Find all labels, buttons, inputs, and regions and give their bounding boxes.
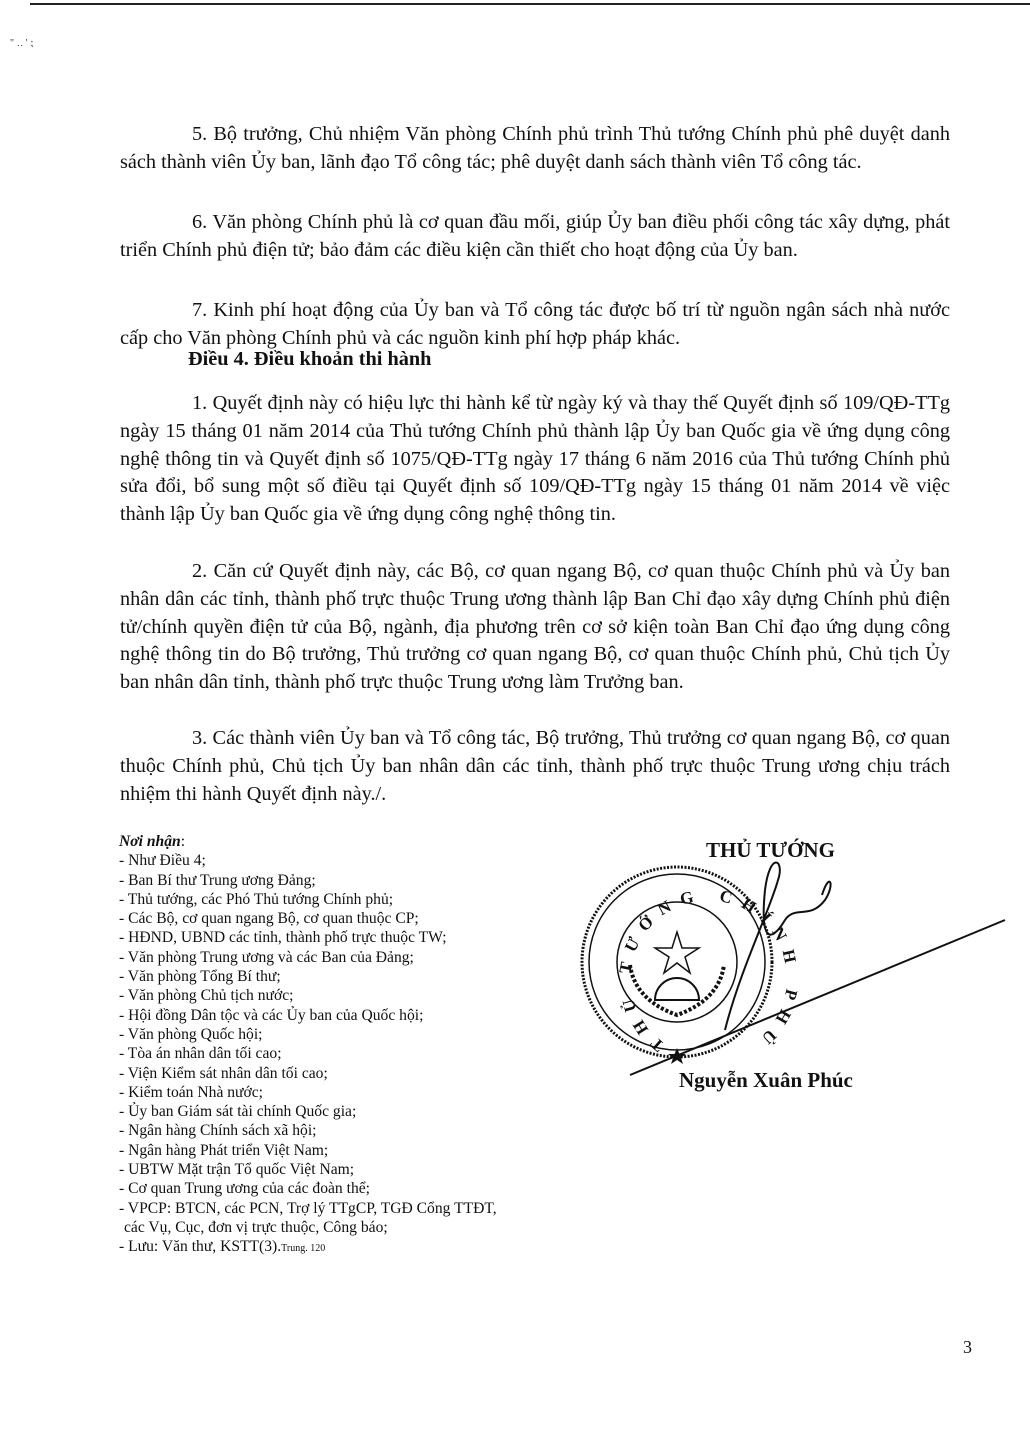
recipient-item: - Văn phòng Tổng Bí thư; bbox=[119, 968, 281, 986]
recipient-item: - Ngân hàng Phát triển Việt Nam; bbox=[119, 1141, 329, 1159]
scan-top-border bbox=[30, 3, 1030, 5]
recipient-item: - Kiểm toán Nhà nước; bbox=[119, 1083, 264, 1101]
recipients-continuation: các Vụ, Cục, đơn vị trực thuộc, Công báo; bbox=[124, 1218, 388, 1236]
article-4-clause-1: 1. Quyết định này có hiệu lực thi hành kể từ ngày ký và thay thế Quyết định số 109/QĐ-TTg ngày 15 tháng 01 năm 2014 của Thủ tướng Chính phủ thành lập Ủy ban Quốc gia về ứng dụng công nghệ thông tin và Quyết định số 1075/QĐ-TTg ngày 17 tháng 6 năm 2016 của Thủ tướng Chính phủ sửa đổi, bổ sung một số điều tại Quyết định số 109/QĐ-TTg ngày 15 tháng 01 năm 2014 về việc thành lập Ủy ban Quốc gia về ứng dụng công nghệ thông tin. bbox=[120, 392, 950, 526]
official-seal-icon bbox=[560, 850, 1010, 1080]
recipient-item: - Văn phòng Quốc hội; bbox=[119, 1025, 263, 1043]
signer-title: THỦ TƯỚNG bbox=[706, 838, 835, 862]
recipient-item: - HĐND, UBND các tỉnh, thành phố trực thuộc TW; bbox=[119, 929, 447, 947]
paragraph-7: 7. Kinh phí hoạt động của Ủy ban và Tổ công tác được bố trí từ nguồn ngân sách nhà nước cấp cho Văn phòng Chính phủ và các nguồn kinh phí hợp pháp khác. bbox=[120, 299, 950, 349]
article-4-heading: Điều 4. Điều khoản thi hành bbox=[188, 348, 432, 370]
recipient-item: - Văn phòng Chủ tịch nước; bbox=[119, 987, 294, 1005]
article-4-clause-3: 3. Các thành viên Ủy ban và Tổ công tác, Bộ trưởng, Thủ trưởng cơ quan ngang Bộ, cơ quan thuộc Chính phủ, Chủ tịch Ủy ban nhân dân các tỉnh, thành phố trực thuộc Trung ương chịu trách nhiệm thi hành Quyết định này./. bbox=[120, 727, 950, 805]
recipients-archive: - Lưu: Văn thư, KSTT(3).Trung. 120 bbox=[119, 1238, 326, 1256]
paragraph-6: 6. Văn phòng Chính phủ là cơ quan đầu mối, giúp Ủy ban điều phối công tác xây dựng, phát triển Chính phủ điện tử; bảo đảm các điều kiện cần thiết cho hoạt động của Ủy ban. bbox=[120, 211, 950, 261]
recipients-list bbox=[119, 832, 497, 1259]
paragraph-5: 5. Bộ trưởng, Chủ nhiệm Văn phòng Chính phủ trình Thủ tướng Chính phủ phê duyệt danh sách thành viên Ủy ban, lãnh đạo Tổ công tác; phê duyệt danh sách thành viên Tổ công tác. bbox=[120, 123, 950, 173]
recipient-item: - Thủ tướng, các Phó Thủ tướng Chính phủ; bbox=[119, 890, 394, 908]
recipient-item: - Các Bộ, cơ quan ngang Bộ, cơ quan thuộc CP; bbox=[119, 910, 419, 928]
recipient-item: - Hội đồng Dân tộc và các Ủy ban của Quốc hội; bbox=[119, 1006, 424, 1024]
recipient-item: - VPCP: BTCN, các PCN, Trợ lý TTgCP, TGĐ Cổng TTĐT, bbox=[119, 1199, 497, 1217]
recipient-item: - Như Điều 4; bbox=[119, 852, 206, 870]
recipient-item: - Viện Kiểm sát nhân dân tối cao; bbox=[119, 1064, 328, 1082]
recipients-title: Nơi nhận: bbox=[119, 833, 186, 850]
recipient-item: - Ban Bí thư Trung ương Đảng; bbox=[119, 871, 316, 889]
scan-speck: " ‥ ' ⁏ bbox=[10, 38, 34, 49]
svg-text:THỦ TƯỚNG CHÍNH PHỦ: THỦ TƯỚNG CHÍNH PHỦ bbox=[615, 885, 803, 1056]
article-4-clause-2: 2. Căn cứ Quyết định này, các Bộ, cơ quan ngang Bộ, cơ quan thuộc Chính phủ và Ủy ban nhân dân các tỉnh, thành phố trực thuộc Trung ương thành lập Ban Chỉ đạo xây dựng Chính phủ điện tử/chính quyền điện tử của Bộ, ngành, địa phương trên cơ sở kiện toàn Ban Chỉ đạo ứng dụng công nghệ thông tin do Bộ trưởng, Thủ trưởng cơ quan ngang Bộ, cơ quan thuộc Chính phủ, Chủ tịch Ủy ban nhân dân tỉnh, thành phố trực thuộc Trung ương làm Trưởng ban. bbox=[120, 560, 950, 694]
recipient-item: - Ủy ban Giám sát tài chính Quốc gia; bbox=[119, 1103, 357, 1121]
recipient-item: - Văn phòng Trung ương và các Ban của Đảng; bbox=[119, 948, 414, 966]
recipient-item: - UBTW Mặt trận Tổ quốc Việt Nam; bbox=[119, 1161, 355, 1179]
page-number: 3 bbox=[963, 1337, 972, 1357]
recipient-item: - Ngân hàng Chính sách xã hội; bbox=[119, 1122, 317, 1140]
recipient-item: - Cơ quan Trung ương của các đoàn thể; bbox=[119, 1180, 371, 1198]
recipient-item: - Tòa án nhân dân tối cao; bbox=[119, 1045, 282, 1063]
signer-name: Nguyễn Xuân Phúc bbox=[679, 1068, 853, 1092]
